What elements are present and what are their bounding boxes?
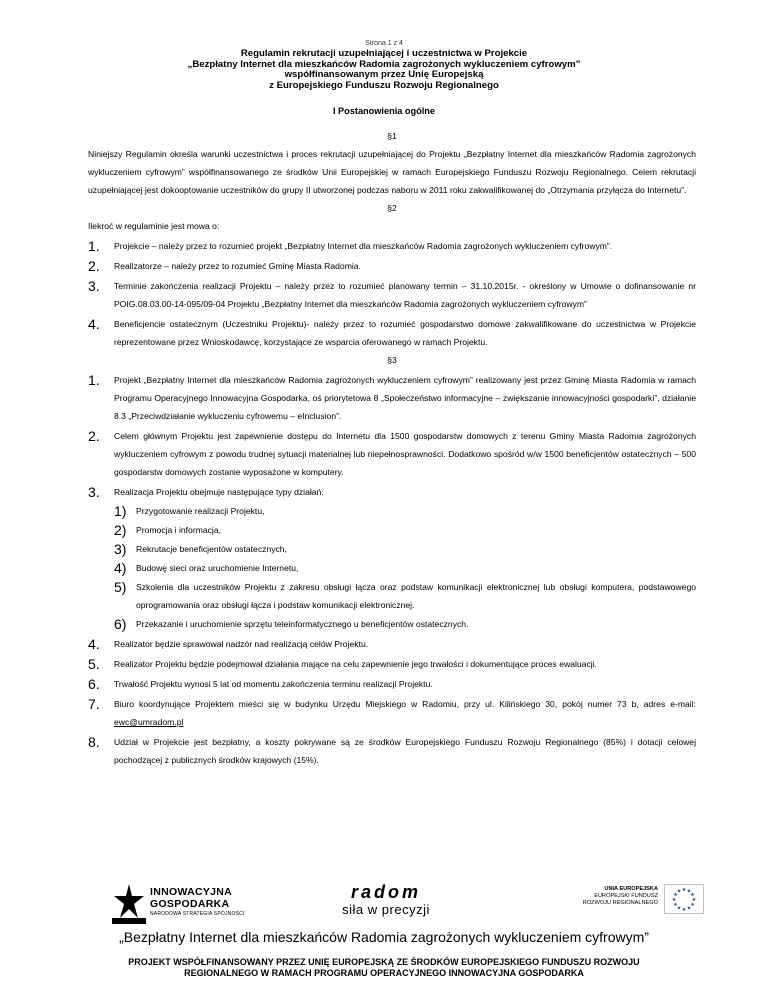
sublist-number: 6) bbox=[114, 616, 127, 632]
list-number: 7. bbox=[88, 696, 100, 712]
svg-text:★: ★ bbox=[681, 887, 687, 893]
eu-logo bbox=[574, 884, 704, 924]
header-line-1: Regulamin rekrutacji uzupełniającej i uczestnictwa w Projekcie bbox=[240, 48, 528, 59]
list-number: 4. bbox=[88, 636, 100, 652]
list-item bbox=[88, 315, 696, 351]
list-item bbox=[88, 237, 696, 255]
sublist-item bbox=[114, 521, 696, 539]
list-text: Realizatorze – należy przez to rozumieć Gminę Miasta Radomia. bbox=[114, 261, 361, 271]
radom-logo-word: radom bbox=[350, 882, 421, 902]
eu-logo-line-1: UNIA EUROPEJSKA bbox=[604, 886, 658, 892]
list-text: Beneficjencie ostatecznym (Uczestniku Projektu)- należy przez to rozumieć gospodarstwo domowe zakwalifikowane do uczestnictwa w Projekcie reprezentowane przez Wnioskodawcę, korzystające ze wsparcia oferowanego w ramach Projektu. bbox=[114, 319, 696, 347]
header-line-4: z Europejskiego Funduszu Rozwoju Regionalnego bbox=[269, 79, 499, 91]
project-list bbox=[88, 371, 696, 769]
sublist-number: 1) bbox=[114, 503, 127, 519]
paragraph-2-sign: §2 bbox=[387, 203, 397, 213]
sublist-item bbox=[114, 540, 696, 558]
list-text: Realizator będzie sprawował nadzór nad realizacją celów Projektu. bbox=[114, 639, 369, 649]
sublist-text: Promocja i informacja, bbox=[136, 525, 222, 535]
list-item bbox=[88, 695, 696, 731]
list-number: 3. bbox=[88, 484, 100, 500]
definitions-list bbox=[88, 237, 696, 351]
paragraph-1-sign: §1 bbox=[387, 131, 397, 141]
list-number: 1. bbox=[88, 238, 100, 254]
list-text bbox=[114, 483, 696, 633]
svg-text:★: ★ bbox=[671, 897, 677, 903]
sublist-number: 2) bbox=[114, 522, 127, 538]
svg-text:★: ★ bbox=[686, 905, 692, 912]
sublist-item bbox=[114, 578, 696, 614]
sublist-text: Przygotowanie realizacji Projektu, bbox=[136, 506, 265, 516]
list-text: Udział w Projekcie jest bezpłatny, a koszty pokrywane są ze środków Europejskiego Funduszu Rozwoju Regionalnego (85%) i dotacji celowej pochodzącej z publicznych środków krajowych (15%). bbox=[114, 737, 696, 765]
svg-text:★: ★ bbox=[676, 905, 682, 912]
list-text bbox=[114, 695, 696, 731]
list-text: Trwałość Projektu wynosi 5 lat od momentu zakończenia terminu realizacji Projektu. bbox=[114, 679, 433, 689]
svg-text:★: ★ bbox=[691, 897, 697, 903]
list-text: Projekt „Bezpłatny Internet dla mieszkańców Radomia zagrożonych wykluczeniem cyfrowym” realizowany jest przez Gminę Miasta Radomia w ramach Programu Operacyjnego Innowacyjna Gospodarka, oś priorytetowa 8 „Społeczeństwo informacyjne – zwiększanie innowacyjności gospodarki”, działanie 8.3 „Przeciwdziałanie wykluczeniu cyfrowemu – eInclusion”. bbox=[114, 375, 696, 421]
paragraph-2-intro: Ilekroć w regulaminie jest mowa o: bbox=[88, 221, 220, 231]
paragraph-3-sign: §3 bbox=[387, 355, 397, 365]
list-item bbox=[88, 733, 696, 769]
list-item bbox=[88, 371, 696, 425]
list-item bbox=[88, 277, 696, 313]
sublist-text: Przekazanie i uruchomienie sprzętu teleinformatycznego u beneficjentów ostatecznych. bbox=[136, 619, 469, 629]
footer-line-2: REGIONALNEGO W RAMACH PROGRAMU OPERACYJNEGO INNOWACYJNA GOSPODARKA bbox=[184, 968, 584, 978]
paragraph-1-text: Niniejszy Regulamin określa warunki uczestnictwa i proces rekrutacji uzupełniającej do Projektu „Bezpłatny Internet dla mieszkańców Radomia zagrożonych wykluczeniem cyfrowym” współfinansowanego ze środków Unii Europejskiej w ramach Europejskiego Funduszu Rozwoju Regionalnego. Celem rekrutacji uzupełniającej jest dokooptowanie uczestników do grupy II utworzonej podczas naboru w 2011 roku zakwalifikowanej do „Otrzymania przyłącza do Internetu”. bbox=[88, 149, 696, 195]
ig-logo-line-2: GOSPODARKA bbox=[150, 898, 230, 910]
eu-logo-line-3: ROZWOJU REGIONALNEGO bbox=[582, 900, 658, 906]
svg-text:★: ★ bbox=[676, 888, 682, 895]
sublist-number: 5) bbox=[114, 579, 127, 595]
ig-logo-line-3: NARODOWA STRATEGIA SPÓJNOŚCI bbox=[150, 911, 245, 917]
document-body bbox=[88, 127, 696, 769]
svg-text:★: ★ bbox=[690, 902, 695, 908]
svg-text:★: ★ bbox=[673, 892, 678, 898]
list-number: 2. bbox=[88, 428, 100, 444]
footer bbox=[60, 957, 708, 979]
page-number: Strona 1 z 4 bbox=[365, 40, 403, 47]
email-link[interactable]: ewc@umradom.pl bbox=[114, 717, 184, 727]
list-number: 8. bbox=[88, 734, 100, 750]
svg-text:★: ★ bbox=[673, 902, 678, 908]
header-line-2: „Bezpłatny Internet dla mieszkańców Radomia zagrożonych wykluczeniem cyfrowym” bbox=[187, 58, 581, 70]
eu-flag-icon bbox=[664, 884, 704, 914]
list-text: Projekcie – należy przez to rozumieć projekt „Bezpłatny Internet dla mieszkańców Radomia zagrożonych wykluczeniem cyfrowym”. bbox=[114, 241, 613, 251]
list-item bbox=[88, 675, 696, 693]
list-number: 2. bbox=[88, 258, 100, 274]
list-number: 6. bbox=[88, 676, 100, 692]
eu-logo-line-2: EUROPEJSKI FUNDUSZ bbox=[594, 893, 658, 899]
list-number: 5. bbox=[88, 656, 100, 672]
list-number: 3. bbox=[88, 278, 100, 294]
activities-sublist bbox=[114, 502, 696, 633]
list-text: Realizator Projektu będzie podejmował działania mające na celu zapewnienie jego trwałości i dokumentujące proces ewaluacji. bbox=[114, 659, 597, 669]
footer-line-1: PROJEKT WSPÓŁFINANSOWANY PRZEZ UNIĘ EUROPEJSKĄ ZE ŚRODKÓW EUROPEJSKIEGO FUNDUSZU ROZWOJU bbox=[128, 957, 640, 967]
list-item bbox=[88, 257, 696, 275]
ig-logo-line-1: INNOWACYJNA bbox=[150, 886, 233, 898]
sublist-text: Rekrutacje beneficjentów ostatecznych, bbox=[136, 544, 287, 554]
sublist-text: Budowę sieci oraz uruchomienie Internetu, bbox=[136, 563, 299, 573]
svg-text:★: ★ bbox=[686, 888, 692, 895]
list-item bbox=[88, 427, 696, 481]
list-text-intro: Realizacja Projektu obejmuje następujące typy działań: bbox=[114, 487, 324, 497]
list-item bbox=[88, 483, 696, 633]
svg-text:★: ★ bbox=[690, 892, 695, 898]
logos-strip bbox=[100, 872, 700, 932]
list-text: Terminie zakończenia realizacji Projektu – należy przez to rozumieć planowany termin – 31.10.2015r. - określony w Umowie o dofinansowanie nr POIG.08.03.00-14-095/09-04 Projektu „Bezpłatny Internet dla mieszkańców Radomia zagrożonych wykluczeniem cyfrowym” bbox=[114, 281, 696, 309]
radom-logo bbox=[326, 882, 446, 928]
sublist-number: 4) bbox=[114, 560, 127, 576]
document-header bbox=[80, 49, 688, 91]
section-title: I Postanowienia ogólne bbox=[332, 106, 436, 116]
list-item bbox=[88, 655, 696, 673]
radom-logo-tagline: siła w precyzji bbox=[342, 902, 430, 917]
list-number: 4. bbox=[88, 316, 100, 332]
header-line-3: współfinansowanym przez Unię Europejską bbox=[284, 69, 484, 81]
poland-star-icon bbox=[112, 882, 146, 924]
list-item bbox=[88, 635, 696, 653]
office-address-text: Biuro koordynujące Projektem mieści się w budynku Urzędu Miejskiego w Radomiu, przy ul. Kilińskiego 30, pokój numer 73 b, adres e-mail: bbox=[114, 699, 696, 709]
svg-text:★: ★ bbox=[681, 907, 687, 913]
project-slogan: „Bezpłatny Internet dla mieszkańców Radomia zagrożonych wykluczeniem cyfrowym” bbox=[119, 929, 649, 945]
innowacyjna-gospodarka-logo bbox=[112, 882, 252, 926]
sublist-item bbox=[114, 615, 696, 633]
eu-logo-text bbox=[574, 886, 658, 907]
sublist-item bbox=[114, 559, 696, 577]
sublist-item bbox=[114, 502, 696, 520]
list-text: Celem głównym Projektu jest zapewnienie dostępu do Internetu dla 1500 gospodarstw domowych z terenu Gminy Miasta Radomia zagrożonych wykluczeniem cyfrowym z powodu trudnej sytuacji materialnej lub niepełnosprawności. Dodatkowo spośród w/w 1500 beneficjentów ostatecznych – 500 gospodarstw domowych zostanie wyposażone w komputery. bbox=[114, 431, 696, 477]
sublist-number: 3) bbox=[114, 541, 127, 557]
sublist-text: Szkolenia dla uczestników Projektu z zakresu obsługi łącza oraz podstaw komunikacji elektronicznej lub obsługi komputera, podstawowego oprogramowania oraz obsługi łącza i podstaw komunikacji elektronicznej. bbox=[136, 582, 696, 610]
list-number: 1. bbox=[88, 372, 100, 388]
